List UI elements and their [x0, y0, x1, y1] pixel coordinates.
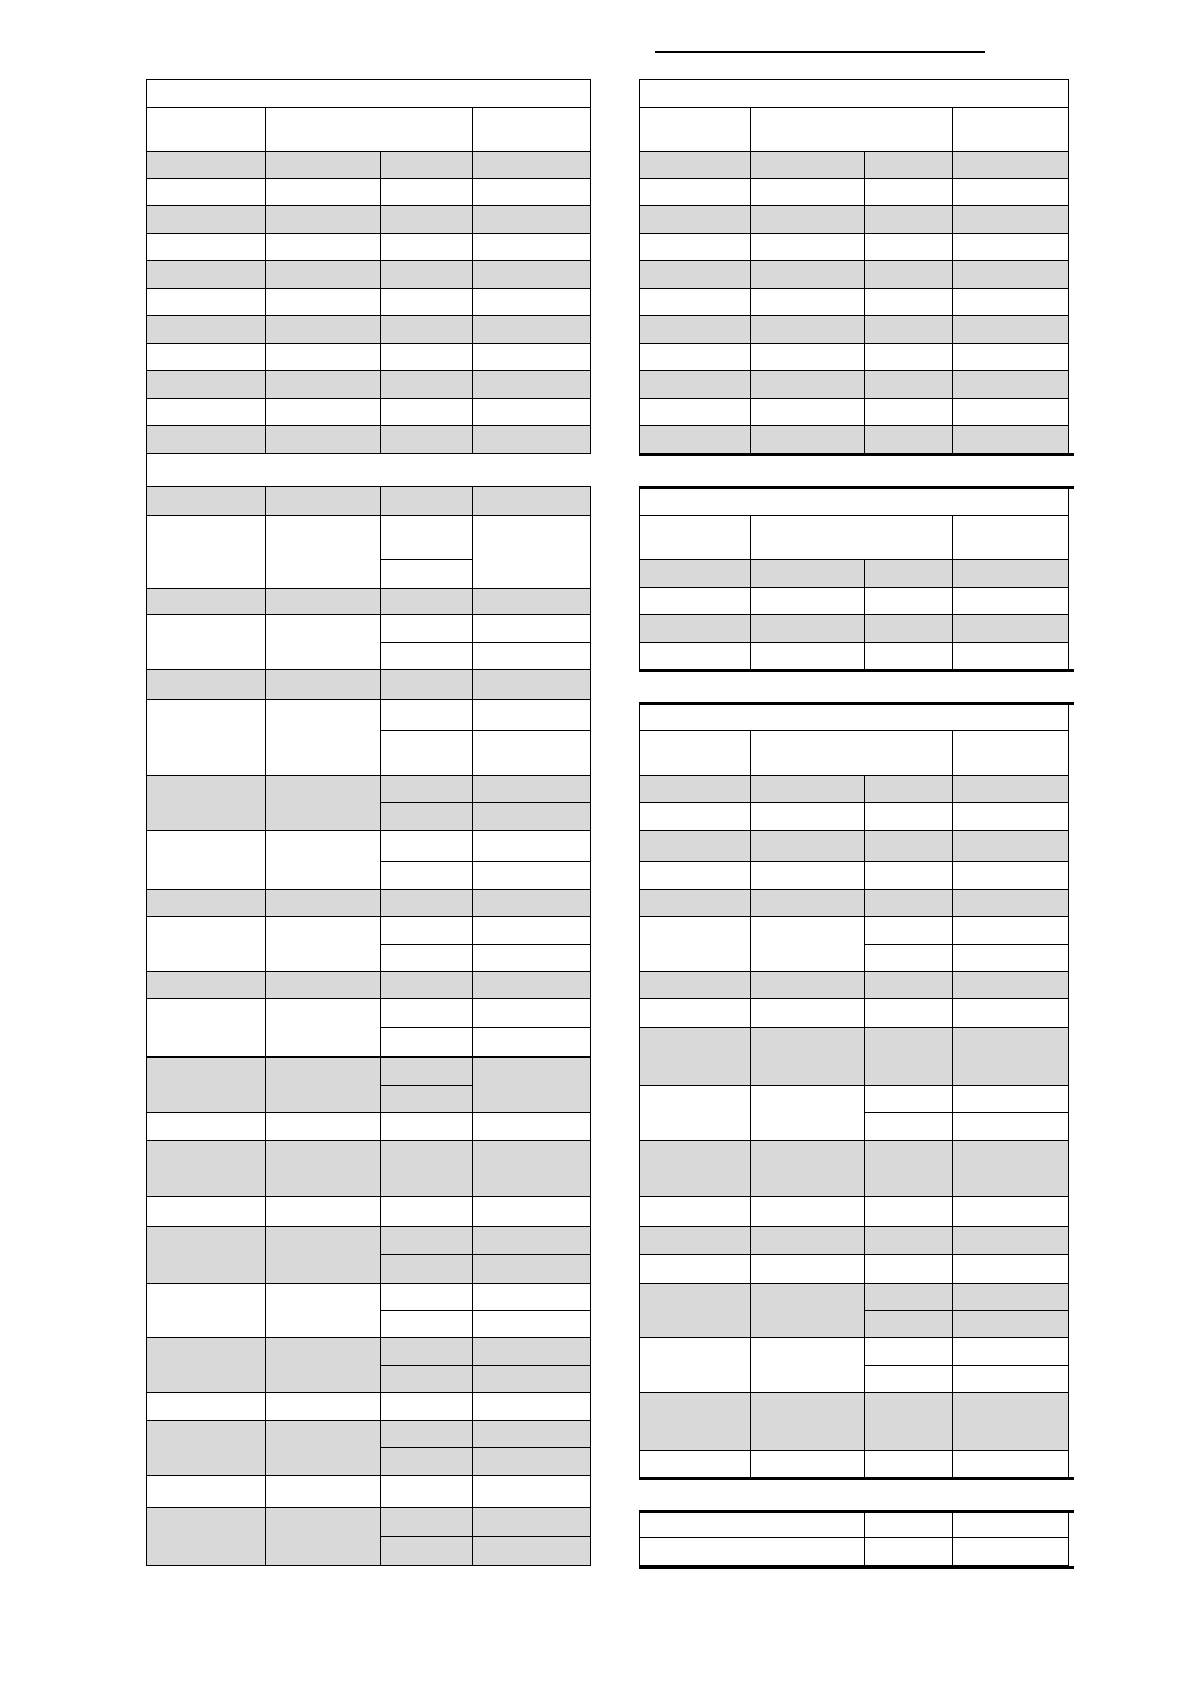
left-table-frame	[146, 79, 591, 1566]
section-divider	[639, 1477, 1074, 1480]
section-divider	[639, 486, 1074, 489]
right-table-4-frame	[639, 1512, 1069, 1566]
right-table-3-frame	[639, 703, 1069, 1478]
right-table-1-frame	[639, 79, 1069, 454]
section-divider	[639, 453, 1074, 456]
section-divider	[639, 669, 1074, 672]
header-rule	[655, 51, 985, 53]
section-divider	[639, 1566, 1074, 1569]
section-divider	[639, 702, 1074, 705]
right-table-2-frame	[639, 487, 1069, 670]
